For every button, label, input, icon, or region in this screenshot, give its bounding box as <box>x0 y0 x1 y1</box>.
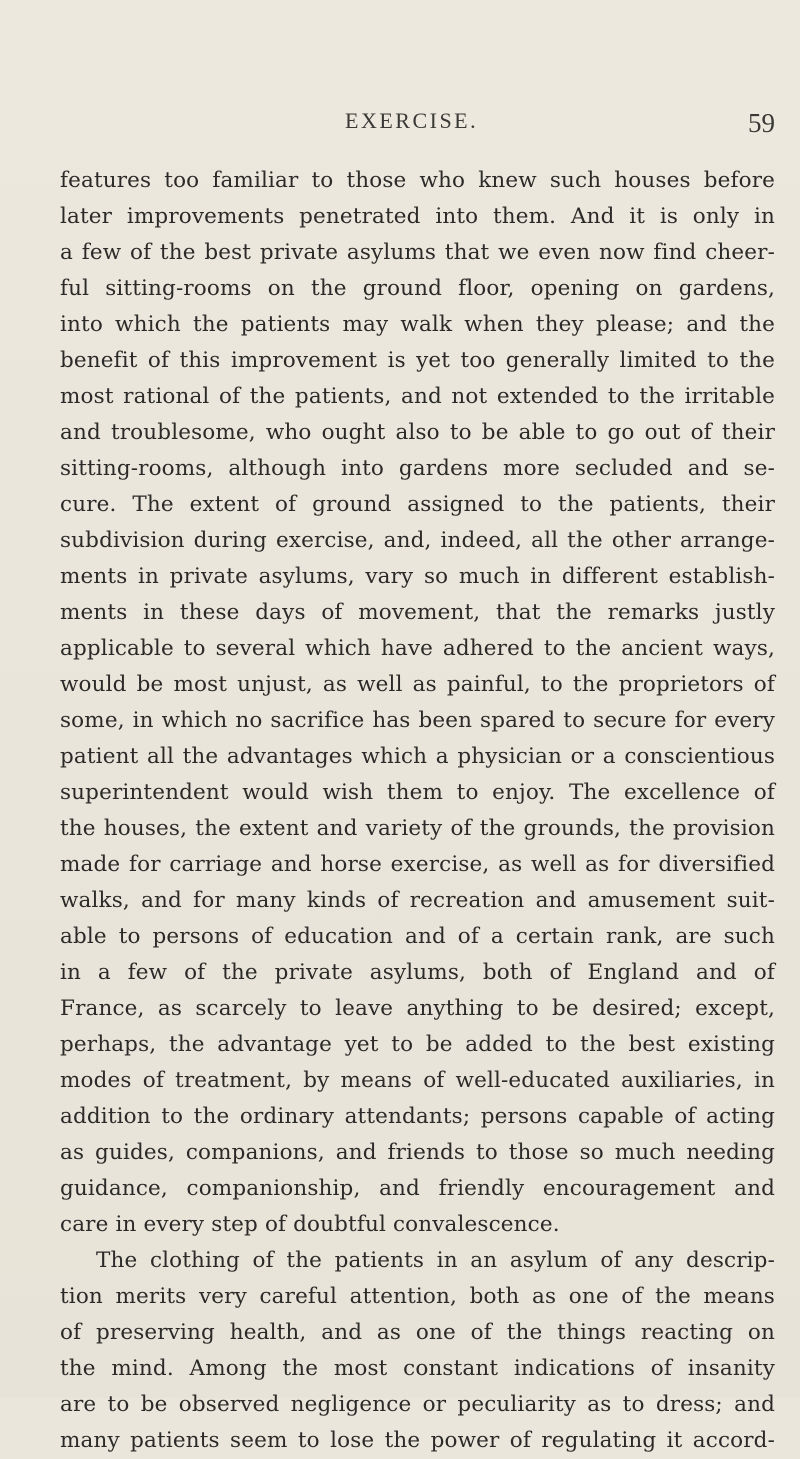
text-line: of preserving health, and as one of the things reacting on <box>60 1320 775 1345</box>
running-title: EXERCISE. <box>345 108 479 133</box>
text-line: in a few of the private asylums, both of England and of <box>60 960 775 985</box>
running-head <box>60 108 775 148</box>
text-line: applicable to several which have adhered to the ancient ways, <box>60 636 775 661</box>
text-line: ful sitting-rooms on the ground floor, opening on gardens, <box>60 276 775 301</box>
text-line: made for carriage and horse exercise, as well as for diversified <box>60 852 775 877</box>
text-line: subdivision during exercise, and, indeed, all the other arrange- <box>60 528 775 553</box>
text-line: some, in which no sacrifice has been spared to secure for every <box>60 708 775 733</box>
text-line: care in every step of doubtful convalescence. <box>60 1212 560 1237</box>
text-line: most rational of the patients, and not extended to the irritable <box>60 384 775 409</box>
text-line: guidance, companionship, and friendly encouragement and <box>60 1176 775 1201</box>
text-line: France, as scarcely to leave anything to be desired; except, <box>60 996 775 1021</box>
text-line: ments in private asylums, vary so much in different establish- <box>60 564 775 589</box>
body-text <box>60 163 775 1459</box>
text-line: modes of treatment, by means of well-educated auxiliaries, in <box>60 1068 775 1093</box>
text-line: The clothing of the patients in an asylum of any descrip- <box>96 1248 775 1273</box>
text-line: are to be observed negligence or peculiarity as to dress; and <box>60 1392 775 1417</box>
text-line: into which the patients may walk when they please; and the <box>60 312 775 337</box>
text-line: superintendent would wish them to enjoy. The excellence of <box>60 780 775 805</box>
paragraph-1 <box>60 163 775 1243</box>
text-line: addition to the ordinary attendants; persons capable of acting <box>60 1104 775 1129</box>
text-line: the mind. Among the most constant indications of insanity <box>60 1356 775 1381</box>
text-line: would be most unjust, as well as painful, to the proprietors of <box>60 672 775 697</box>
text-line: perhaps, the advantage yet to be added to the best existing <box>60 1032 775 1057</box>
text-line: sitting-rooms, although into gardens more secluded and se- <box>60 456 775 481</box>
text-line: walks, and for many kinds of recreation and amusement suit- <box>60 888 775 913</box>
page-number: 59 <box>748 108 775 138</box>
text-line: later improvements penetrated into them. And it is only in <box>60 204 775 229</box>
text-line: ments in these days of movement, that the remarks justly <box>60 600 775 625</box>
text-line: benefit of this improvement is yet too generally limited to the <box>60 348 775 373</box>
text-line: the houses, the extent and variety of the grounds, the provision <box>60 816 775 841</box>
text-line: features too familiar to those who knew such houses before <box>60 168 775 193</box>
text-line: many patients seem to lose the power of regulating it accord- <box>60 1428 775 1453</box>
text-line: and troublesome, who ought also to be able to go out of their <box>60 420 775 445</box>
text-line: cure. The extent of ground assigned to the patients, their <box>60 492 775 517</box>
text-line: a few of the best private asylums that we even now find cheer- <box>60 240 775 265</box>
paragraph-2 <box>60 1243 775 1459</box>
text-line: tion merits very careful attention, both as one of the means <box>60 1284 775 1309</box>
text-line: as guides, companions, and friends to those so much needing <box>60 1140 775 1165</box>
text-line: able to persons of education and of a certain rank, are such <box>60 924 775 949</box>
text-line: patient all the advantages which a physician or a conscientious <box>60 744 775 769</box>
